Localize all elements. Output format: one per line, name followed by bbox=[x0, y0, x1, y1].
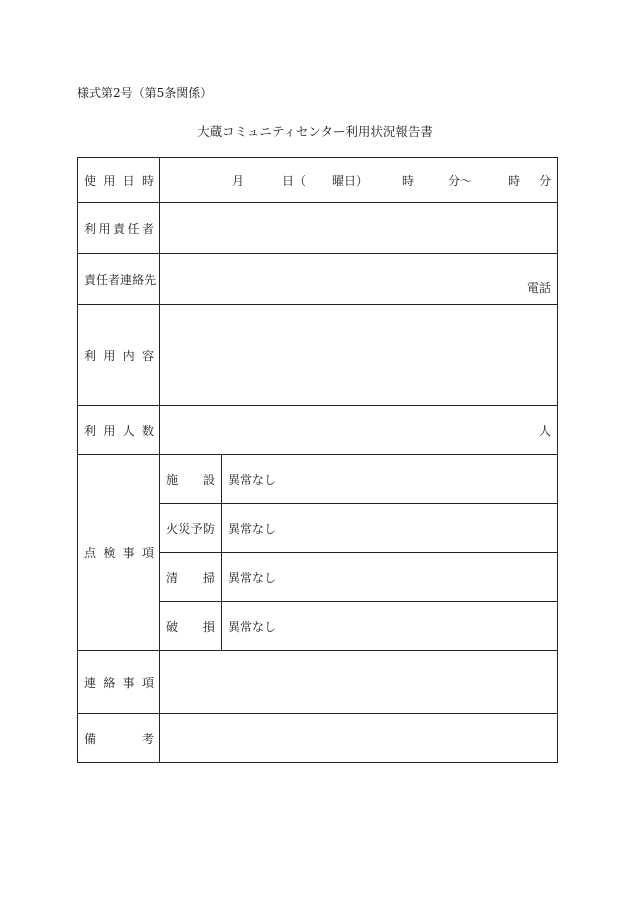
label-char: 責 bbox=[112, 221, 125, 236]
label-char: 用 bbox=[103, 173, 116, 188]
label-char: 破 bbox=[166, 619, 179, 634]
inspection-item-cleaning-text bbox=[160, 569, 221, 586]
end-hour-unit: 時 bbox=[508, 173, 521, 188]
person-unit: 人 bbox=[538, 423, 551, 438]
end-minute-unit: 分 bbox=[538, 173, 551, 188]
label-char: 考 bbox=[141, 731, 154, 746]
contact-field[interactable] bbox=[160, 254, 558, 305]
notes-label bbox=[78, 651, 160, 714]
inspection-status-damage[interactable] bbox=[222, 602, 558, 651]
label-char: 用 bbox=[103, 348, 116, 363]
inspection-label bbox=[78, 455, 160, 651]
inspection-status-damage-text: 異常なし bbox=[228, 619, 277, 634]
label-char: 点 bbox=[84, 546, 97, 560]
label-char: 施 bbox=[166, 472, 179, 487]
label-char: 防 bbox=[202, 521, 215, 536]
remarks-row bbox=[78, 714, 558, 763]
inspection-status-cleaning-text: 異常なし bbox=[228, 570, 277, 585]
remarks-label bbox=[78, 714, 160, 763]
usage-datetime-row bbox=[78, 158, 558, 203]
attendee-count-field[interactable] bbox=[160, 406, 558, 455]
label-char: 設 bbox=[202, 472, 215, 487]
remarks-field[interactable] bbox=[160, 714, 558, 763]
label-char: 予 bbox=[190, 521, 203, 536]
contact-label bbox=[78, 254, 160, 305]
document-title: 大蔵コミュニティセンター利用状況報告書 bbox=[197, 124, 433, 139]
label-char: 項 bbox=[141, 546, 154, 560]
label-char: 者 bbox=[141, 221, 154, 236]
notes-field[interactable] bbox=[160, 651, 558, 714]
label-char: 利 bbox=[84, 423, 97, 438]
label-char: 使 bbox=[84, 173, 97, 188]
report-table bbox=[77, 157, 558, 763]
label-char: 連 bbox=[84, 675, 97, 690]
day-unit: 日（ bbox=[282, 173, 307, 188]
usage-content-row bbox=[78, 305, 558, 406]
label-char: 日 bbox=[122, 173, 135, 188]
label-char: 利 bbox=[84, 221, 97, 236]
label-char: 任 bbox=[96, 272, 109, 287]
inspection-status-facility-text: 異常なし bbox=[228, 472, 277, 487]
label-char: 火 bbox=[166, 521, 179, 536]
inspection-item-cleaning bbox=[160, 553, 222, 602]
attendee-count-label bbox=[78, 406, 160, 455]
usage-datetime-line bbox=[160, 158, 557, 202]
responsible-person-field[interactable] bbox=[160, 203, 558, 254]
label-char: 時 bbox=[141, 173, 154, 188]
label-char: 用 bbox=[103, 423, 116, 438]
inspection-status-fire-text: 異常なし bbox=[228, 521, 277, 536]
inspection-status-fire[interactable] bbox=[222, 504, 558, 553]
label-char: 内 bbox=[122, 348, 135, 363]
weekday-unit: 曜日） bbox=[332, 173, 369, 188]
label-char: 先 bbox=[144, 272, 157, 287]
label-char: 利 bbox=[84, 348, 97, 363]
usage-content-label-text bbox=[78, 347, 159, 364]
start-minute-unit: 分～ bbox=[448, 173, 473, 188]
label-char: 任 bbox=[127, 221, 140, 236]
label-char: 者 bbox=[108, 272, 121, 287]
usage-datetime-field[interactable] bbox=[160, 158, 558, 203]
month-unit: 月 bbox=[232, 173, 245, 188]
label-char: 清 bbox=[166, 570, 179, 585]
label-char: 損 bbox=[202, 619, 215, 634]
responsible-person-row bbox=[78, 203, 558, 254]
notes-label-text bbox=[78, 674, 159, 691]
inspection-item-fire-text bbox=[160, 520, 221, 537]
label-char: 絡 bbox=[132, 272, 145, 287]
label-char: 検 bbox=[103, 546, 116, 560]
usage-datetime-label-text bbox=[78, 172, 159, 189]
usage-datetime-label bbox=[78, 158, 160, 203]
inspection-item-damage bbox=[160, 602, 222, 651]
phone-label: 電話 bbox=[526, 281, 551, 295]
inspection-item-facility-text bbox=[160, 471, 221, 488]
remarks-label-text bbox=[78, 730, 159, 747]
inspection-status-facility[interactable] bbox=[222, 455, 558, 504]
usage-content-field[interactable] bbox=[160, 305, 558, 406]
label-char: 事 bbox=[122, 675, 135, 690]
inspection-status-cleaning[interactable] bbox=[222, 553, 558, 602]
label-char: 容 bbox=[141, 348, 154, 363]
label-char: 絡 bbox=[103, 675, 116, 690]
label-char: 数 bbox=[141, 423, 154, 438]
notes-row bbox=[78, 651, 558, 714]
contact-label-text bbox=[78, 271, 159, 288]
label-char: 連 bbox=[120, 272, 133, 287]
label-char: 人 bbox=[122, 423, 135, 438]
label-char: 掃 bbox=[202, 570, 215, 585]
inspection-item-damage-text bbox=[160, 618, 221, 635]
inspection-label-text bbox=[78, 544, 159, 561]
inspection-item-facility bbox=[160, 455, 222, 504]
inspection-item-fire bbox=[160, 504, 222, 553]
label-char: 責 bbox=[84, 272, 97, 287]
label-char: 備 bbox=[84, 731, 97, 746]
attendee-count-row bbox=[78, 406, 558, 455]
responsible-person-label-text bbox=[78, 220, 159, 237]
responsible-person-label bbox=[78, 203, 160, 254]
label-char: 項 bbox=[141, 675, 154, 690]
label-char: 事 bbox=[122, 546, 135, 560]
attendee-count-label-text bbox=[78, 422, 159, 439]
usage-content-label bbox=[78, 305, 160, 406]
inspection-row-facility bbox=[78, 455, 558, 504]
label-char: 災 bbox=[178, 521, 191, 536]
contact-row bbox=[78, 254, 558, 305]
form-number-label: 様式第2号（第5条関係） bbox=[77, 86, 213, 100]
start-hour-unit: 時 bbox=[402, 173, 415, 188]
label-char: 用 bbox=[98, 221, 111, 236]
